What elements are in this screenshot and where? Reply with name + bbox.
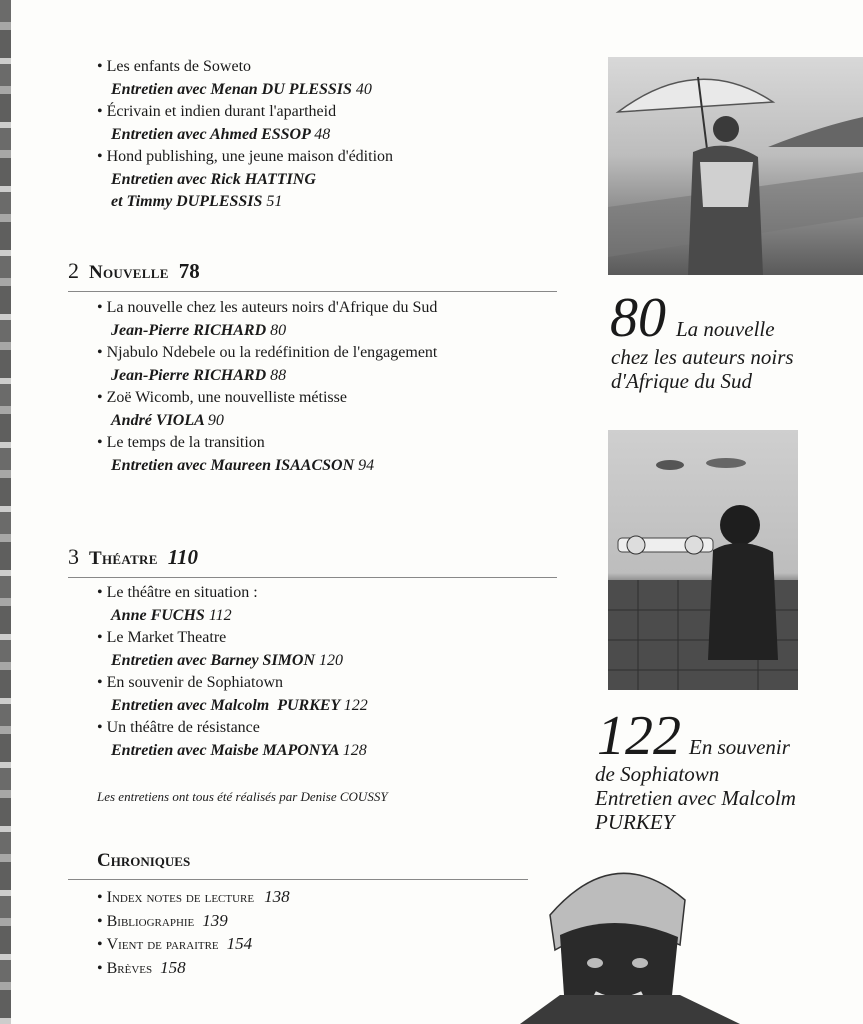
toc-entry-sub: Jean-Pierre RICHARD 88 bbox=[111, 366, 287, 384]
section2-rule bbox=[68, 291, 557, 292]
toc-entry-title: • Les enfants de Soweto bbox=[97, 56, 393, 79]
section3-list bbox=[97, 582, 368, 762]
section2-heading: 2 Nouvelle 78 bbox=[68, 258, 200, 283]
toc-entry-title: • Un théâtre de résistance bbox=[97, 717, 368, 740]
toc-entry-title: • Zoë Wicomb, une nouvelliste métisse bbox=[97, 387, 437, 410]
toc-entry-sub: et Timmy DUPLESSIS 51 bbox=[111, 193, 283, 210]
caption-122-text: de Sophiatown Entretien avec Malcolm PURKEY bbox=[595, 762, 796, 834]
toc-entry-title: • La nouvelle chez les auteurs noirs d'Afrique du Sud bbox=[97, 297, 437, 320]
photo-woman-portrait bbox=[520, 845, 820, 1024]
section3-heading: 3 Théatre 110 bbox=[68, 544, 199, 569]
toc-entry-sub: André VIOLA 90 bbox=[111, 411, 224, 429]
toc-entry-title: • Hond publishing, une jeune maison d'édition bbox=[97, 146, 393, 169]
toc-entry-sub: Entretien avec Barney SIMON 120 bbox=[111, 651, 343, 669]
chroniques-rule bbox=[68, 879, 528, 880]
section1-list bbox=[97, 56, 393, 214]
toc-entry-title: • Le théâtre en situation : bbox=[97, 582, 368, 605]
chroniques-list bbox=[97, 886, 290, 980]
toc-entry-sub: Entretien avec Malcolm PURKEY 122 bbox=[111, 696, 368, 714]
toc-entry-sub: Anne FUCHS 112 bbox=[111, 606, 232, 624]
toc-entry-sub: Entretien avec Maisbe MAPONYA 128 bbox=[111, 741, 367, 759]
toc-entry-title: • Njabulo Ndebele ou la redéfinition de l'engagement bbox=[97, 342, 437, 365]
caption-80: 80 La nouvelle bbox=[610, 287, 775, 349]
chronique-item: • Brèves 158 bbox=[97, 957, 290, 981]
caption-122: 122 En souvenir bbox=[597, 705, 790, 767]
caption-80-text: chez les auteurs noirs d'Afrique du Sud bbox=[611, 345, 794, 393]
toc-entry-sub: Entretien avec Menan DU PLESSIS 40 bbox=[111, 80, 372, 98]
toc-entry-title: • Le Market Theatre bbox=[97, 627, 368, 650]
toc-entry-sub: Entretien avec Ahmed ESSOP 48 bbox=[111, 125, 331, 143]
toc-entry-sub: Jean-Pierre RICHARD 80 bbox=[111, 321, 287, 339]
photo-child-rooftop bbox=[608, 430, 798, 690]
toc-entry-sub: Entretien avec Rick HATTING bbox=[111, 170, 316, 188]
toc-entry-sub: Entretien avec Maureen ISAACSON 94 bbox=[111, 456, 375, 474]
photo-woman-umbrella bbox=[608, 57, 863, 275]
chroniques-heading: Chroniques bbox=[97, 850, 191, 871]
section2-list bbox=[97, 297, 437, 477]
chronique-item: • Index notes de lecture 138 bbox=[97, 886, 290, 910]
toc-entry-title: • En souvenir de Sophiatown bbox=[97, 672, 368, 695]
section3-rule bbox=[68, 577, 557, 578]
toc-entry-title: • Écrivain et indien durant l'apartheid bbox=[97, 101, 393, 124]
chronique-item: • Bibliographie 139 bbox=[97, 910, 290, 934]
interviews-note: Les entretiens ont tous été réalisés par Denise COUSSY bbox=[97, 789, 388, 804]
chronique-item: • Vient de paraitre 154 bbox=[97, 933, 290, 957]
toc-entry-title: • Le temps de la transition bbox=[97, 432, 437, 455]
page-edge-shadow bbox=[0, 0, 11, 1024]
